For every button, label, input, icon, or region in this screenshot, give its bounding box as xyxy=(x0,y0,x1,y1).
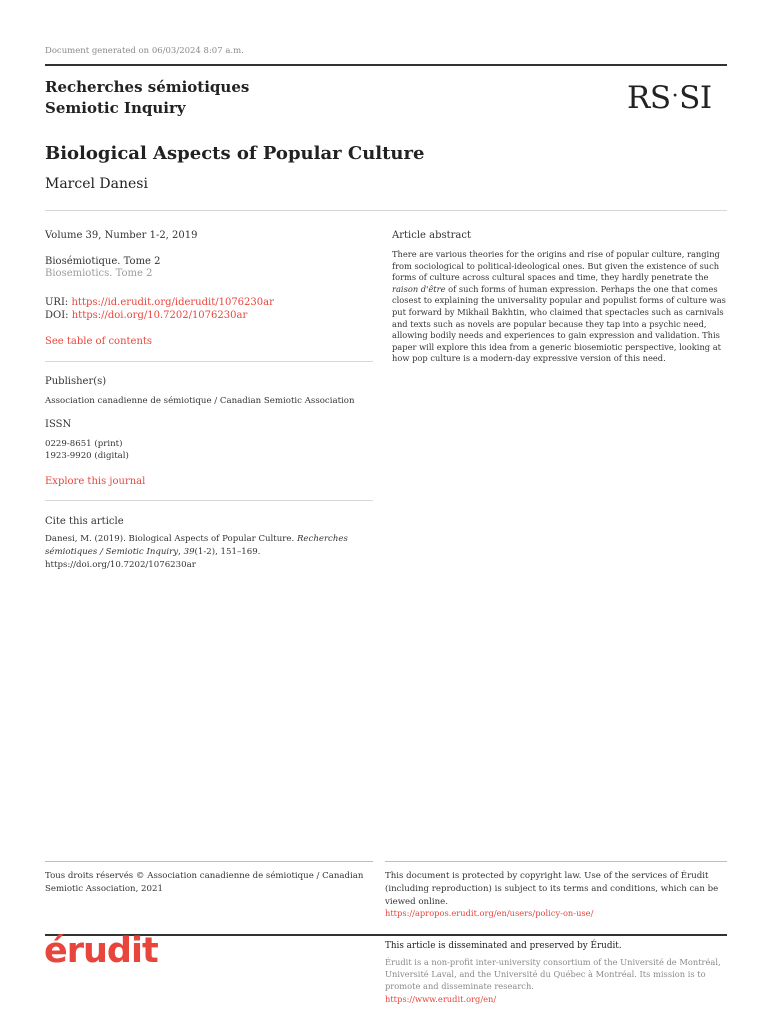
footer-divider-left xyxy=(45,861,373,862)
journal-title xyxy=(45,77,249,119)
article-author: Marcel Danesi xyxy=(45,176,148,192)
footer-divider-right xyxy=(385,861,727,862)
issn-print: 0229-8651 (print) xyxy=(45,439,123,449)
article-title: Biological Aspects of Popular Culture xyxy=(45,143,425,164)
citation-part2: , xyxy=(178,547,184,557)
journal-title-en: Semiotic Inquiry xyxy=(45,99,186,117)
explore-journal-link[interactable]: Explore this journal xyxy=(45,476,146,487)
citation-text xyxy=(45,533,385,572)
uri-link[interactable]: https://id.erudit.org/iderudit/1076230ar xyxy=(71,297,274,308)
citation-journal: Recherches sémiotiques / Semiotic Inquiry xyxy=(45,534,348,557)
disseminated-notice: This article is disseminated and preserved by Érudit. xyxy=(385,941,622,951)
erudit-description: Érudit is a non-profit inter-university consortium of the Université de Montréal, Université Laval, and the Université du Québec à Montréal. Its mission is to promote and disseminate research. xyxy=(385,957,721,991)
abstract-text-part2: of such forms of human expression. Perhaps the one that comes closest to explaining the universality popular and populist forms of culture was put forward by Mikhail Bakhtin, who claimed that spectacles such as carnivals and texts such as novels are popular because they tap into a psychic need, allowing bodily needs and experiences to gain expression and validation. This paper will explore this idea from a generic biosemiotic perspective, looking at how pop culture is a modern-day expressive version of this need. xyxy=(392,283,726,364)
doi-line xyxy=(45,310,247,321)
volume-info: Volume 39, Number 1-2, 2019 xyxy=(45,230,198,241)
abstract-italic: raison d'être xyxy=(392,283,446,294)
abstract-heading: Article abstract xyxy=(392,230,471,241)
logo-dot: · xyxy=(671,84,679,109)
meta-divider xyxy=(45,361,373,362)
logo-right: SI xyxy=(679,80,712,116)
issn-heading: ISSN xyxy=(45,419,72,430)
cite-heading: Cite this article xyxy=(45,516,124,527)
citation-volume: 39 xyxy=(183,547,195,557)
publisher-name: Association canadienne de sémiotique / Canadian Semiotic Association xyxy=(45,396,355,406)
copyright-notice: This document is protected by copyright law. Use of the services of Érudit (including reproduction) is subject to its terms and conditions, which can be viewed online. xyxy=(385,871,719,907)
erudit-logo: érudit xyxy=(44,931,158,971)
rights-statement: Tous droits réservés © Association canadienne de sémiotique / Canadian Semiotic Association, 2021 xyxy=(45,871,364,894)
uri-line xyxy=(45,297,274,308)
doi-label: DOI: xyxy=(45,310,69,321)
issn-divider xyxy=(45,500,373,501)
policy-link[interactable]: https://apropos.erudit.org/en/users/policy-on-use/ xyxy=(385,908,594,918)
top-divider xyxy=(45,64,727,66)
table-of-contents-link[interactable]: See table of contents xyxy=(45,336,153,347)
uri-label: URI: xyxy=(45,297,69,308)
erudit-link[interactable]: https://www.erudit.org/en/ xyxy=(385,994,497,1004)
journal-title-fr: Recherches sémiotiques xyxy=(45,78,250,96)
logo-left: RS xyxy=(627,80,671,116)
issn-digital: 1923-9920 (digital) xyxy=(45,451,129,461)
rssi-logo xyxy=(627,80,712,116)
title-divider xyxy=(45,210,727,211)
abstract-text-part1: There are various theories for the origins and rise of popular culture, ranging from sociological to political-ideological ones. But given the existence of such forms of culture across cultural spaces and time, they hardly penetrate the xyxy=(392,249,720,283)
publisher-heading: Publisher(s) xyxy=(45,376,107,387)
citation-part3: (1-2), 151–169. https://doi.org/10.7202/1076230ar xyxy=(45,547,261,570)
generated-date: Document generated on 06/03/2024 8:07 a.m. xyxy=(45,46,244,56)
issue-title-en: Biosemiotics. Tome 2 xyxy=(45,268,153,279)
issue-title-fr: Biosémiotique. Tome 2 xyxy=(45,256,161,267)
citation-part1: Danesi, M. (2019). Biological Aspects of Popular Culture. xyxy=(45,534,297,544)
abstract-text xyxy=(392,249,728,365)
doi-link[interactable]: https://doi.org/10.7202/1076230ar xyxy=(71,310,248,321)
